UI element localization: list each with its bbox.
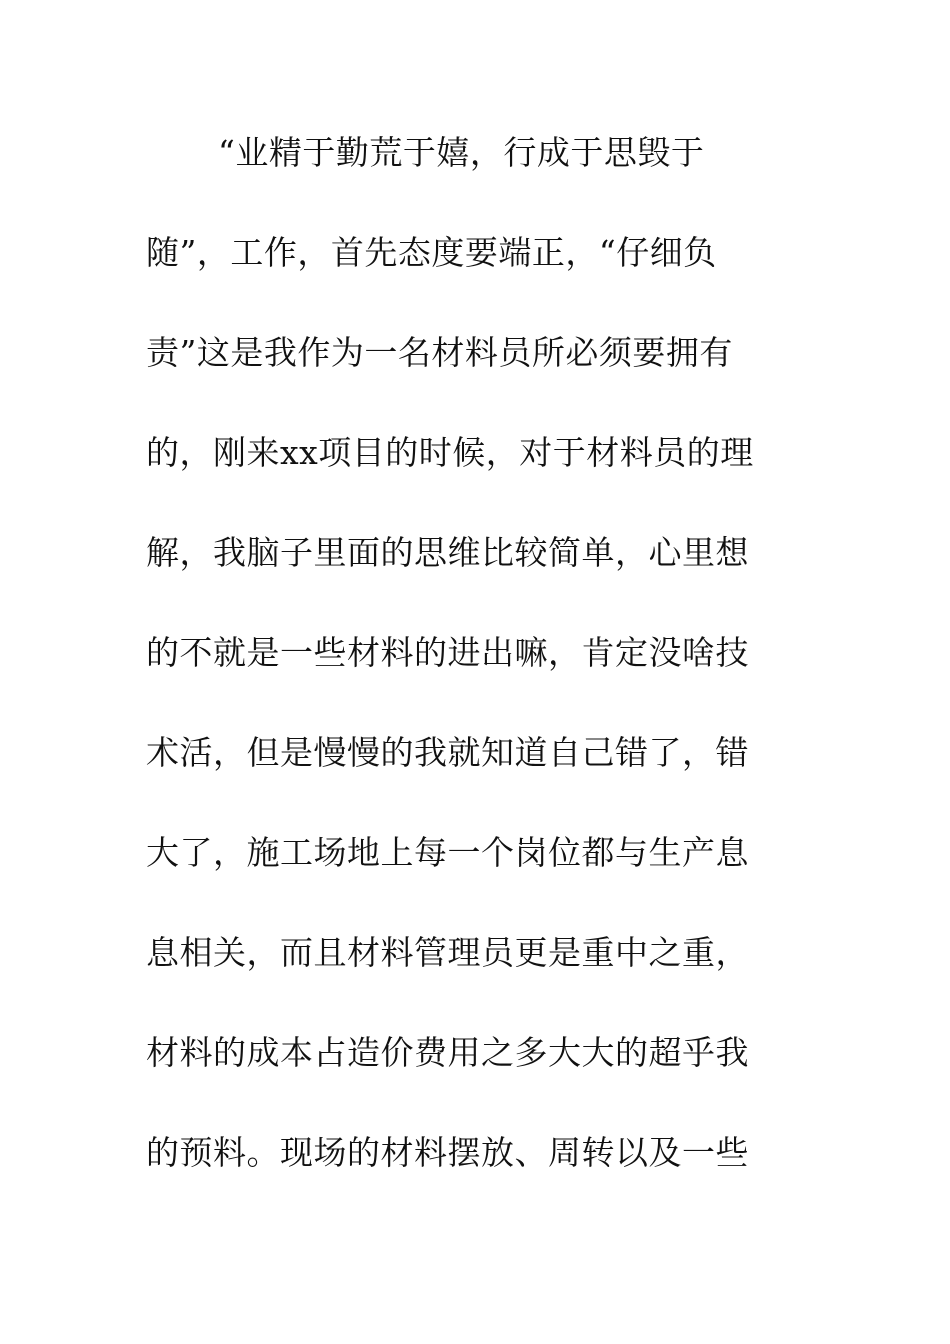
text-line: 大了，施工场地上每一个岗位都与生产息 bbox=[146, 833, 749, 872]
text-line: 解，我脑子里面的思维比较简单，心里想 bbox=[146, 533, 749, 572]
text-line: 随”，工作，首先态度要端正，“仔细负 bbox=[146, 233, 717, 272]
text-line: 的，刚来xx项目的时候，对于材料员的理 bbox=[146, 433, 754, 472]
text-line: 的预料。现场的材料摆放、周转以及一些 bbox=[146, 1133, 749, 1172]
text-line: 术活，但是慢慢的我就知道自己错了，错 bbox=[146, 733, 749, 772]
text-line: 材料的成本占造价费用之多大大的超乎我 bbox=[146, 1033, 749, 1072]
text-line: “业精于勤荒于嬉，行成于思毁于 bbox=[218, 133, 705, 172]
text-line: 息相关，而且材料管理员更是重中之重， bbox=[146, 933, 749, 972]
text-line: 责”这是我作为一名材料员所必须要拥有 bbox=[146, 333, 733, 372]
text-line: 的不就是一些材料的进出嘛，肯定没啥技 bbox=[146, 633, 749, 672]
